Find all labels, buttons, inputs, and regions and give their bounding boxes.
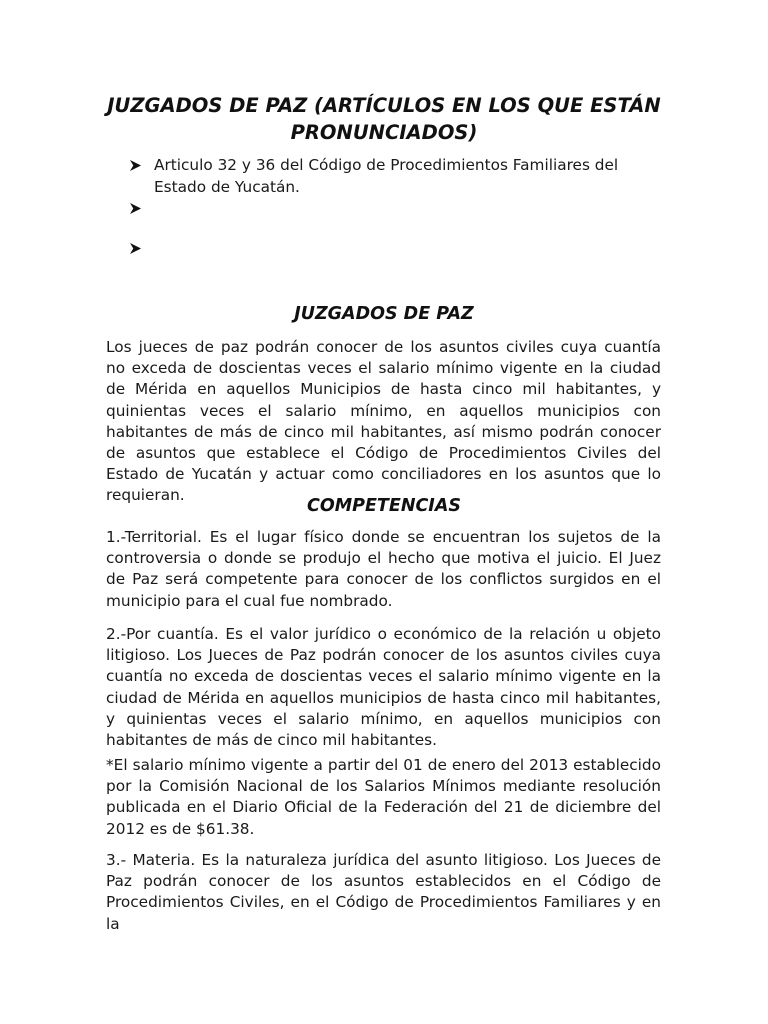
article-bullet-list: [130, 155, 665, 259]
page-title-line-2: PRONUNCIADOS): [290, 121, 478, 144]
arrowhead-bullet-icon: [130, 203, 141, 214]
arrowhead-bullet-icon: [130, 243, 141, 254]
list-item: [130, 238, 665, 260]
page-title: [100, 92, 668, 146]
paragraph-por-cuantia: 2.-Por cuantía. Es el valor jurídico o económico de la relación u objeto litigioso. Los Jueces de Paz podrán conocer de los asuntos civiles cuya cuantía no exceda de doscientas veces el salario mínimo vigente en la ciudad de Mérida en aquellos municipios de hasta cinco mil habitantes, y quinientas veces el salario mínimo, en aquellos municipios con habitantes de más de cinco mil habitantes.: [106, 625, 661, 750]
paragraph-juzgados-de-paz: Los jueces de paz podrán conocer de los asuntos civiles cuya cuantía no exceda de doscientas veces el salario mínimo vigente en la ciudad de Mérida en aquellos Municipios de hasta cinco mil habitantes, y quinientas veces el salario mínimo, en aquellos municipios con habitantes de más de cinco mil habitantes, así mismo podrán conocer de asuntos que establece el Código de Procedimientos Civiles del Estado de Yucatán y actuar como conciliadores en los asuntos que lo requieran.: [106, 338, 661, 505]
paragraph-salario-minimo-note: *El salario mínimo vigente a partir del 01 de enero del 2013 establecido por la Comisión Nacional de los Salarios Mínimos mediante resolución publicada en el Diario Oficial de la Federación del 21 de diciembre del 2012 es de $61.38.: [106, 756, 661, 838]
page-title-line-1: JUZGADOS DE PAZ (ARTÍCULOS EN LOS QUE ESTÁN: [107, 94, 661, 117]
list-item: [130, 155, 665, 198]
section-heading-juzgados-de-paz: JUZGADOS DE PAZ: [294, 304, 474, 324]
arrowhead-bullet-icon: [130, 160, 141, 171]
list-item-text: Articulo 32 y 36 del Código de Procedimientos Familiares del Estado de Yucatán.: [154, 156, 619, 196]
paragraph-territorial: 1.-Territorial. Es el lugar físico donde se encuentran los sujetos de la controversia o donde se produjo el hecho que motiva el juicio. El Juez de Paz será competente para conocer de los conflictos surgidos en el municipio para el cual fue nombrado.: [106, 528, 661, 610]
section-heading-competencias: COMPETENCIAS: [307, 496, 461, 516]
list-item: [130, 198, 665, 220]
paragraph-materia: 3.- Materia. Es la naturaleza jurídica del asunto litigioso. Los Jueces de Paz podrán conocer de los asuntos establecidos en el Código de Procedimientos Civiles, en el Código de Procedimientos Familiares y en la: [106, 851, 661, 933]
